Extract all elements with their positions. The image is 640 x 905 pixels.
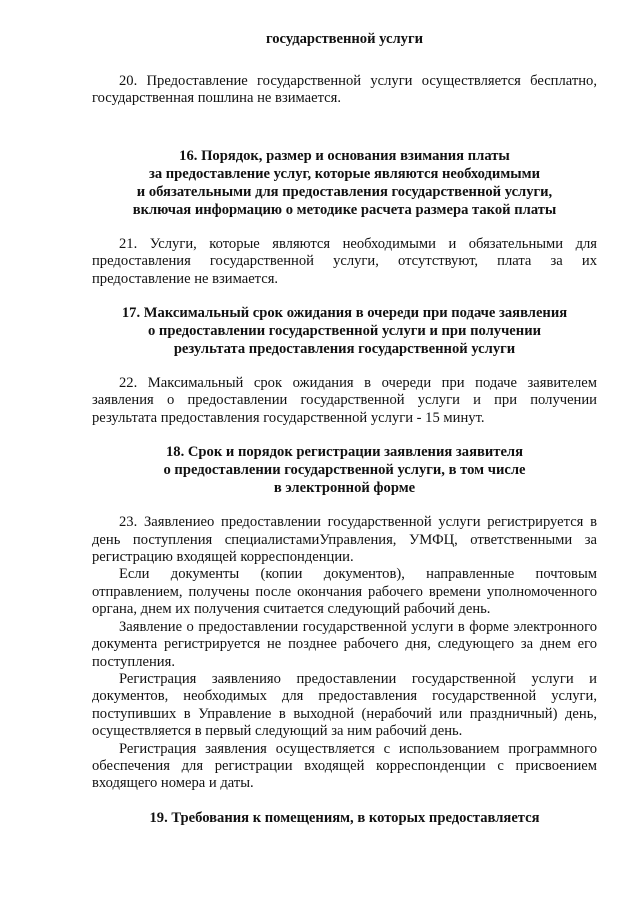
paragraph-23-documents: Если документы (копии документов), направленные почтовым отправлением, получены после окончания рабочего времени уполномоченного органа, днем их получения считается следующий рабочий день. xyxy=(92,566,597,618)
top-heading: государственной услуги xyxy=(265,31,424,47)
section-16-heading xyxy=(92,147,597,219)
paragraph-23-holiday: Регистрация заявленияо предоставлении государственной услуги и документов, необходимых для предоставления государственной услуги, поступивших в Управление в выходной (нерабочий или праздничный) день, осуществляется в первый следующий за ним рабочий день. xyxy=(92,670,597,740)
paragraph-22: 22. Максимальный срок ожидания в очереди при подаче заявителем заявления о предоставлении государственной услуги и при получении результата предоставления государственной услуги - 15 минут. xyxy=(92,375,597,426)
section-18-heading-line: 18. Срок и порядок регистрации заявления заявителя xyxy=(166,444,523,461)
section-17-heading-line: 17. Максимальный срок ожидания в очереди при подаче заявления xyxy=(121,305,568,322)
paragraph-23-electronic: Заявление о предоставлении государственной услуги в форме электронного документа регистрируется не позднее рабочего дня, следующего за днем его поступления. xyxy=(92,618,597,670)
paragraph-20: 20. Предоставление государственной услуги осуществляется бесплатно, государственная пошлина не взимается. xyxy=(92,73,597,107)
paragraph-21: 21. Услуги, которые являются необходимыми и обязательными для предоставления государственной услуги, отсутствуют, плата за их предоставление не взимается. xyxy=(92,235,597,287)
section-18-heading xyxy=(92,443,597,497)
section-16-heading-line: включая информацию о методике расчета размера такой платы xyxy=(132,201,557,218)
paragraph-23: 23. Заявлениео предоставлении государственной услуги регистрируется в день поступления специалистамиУправления, УМФЦ, ответственными за регистрацию входящей корреспонденции. xyxy=(92,514,597,566)
section-17-heading xyxy=(92,304,597,358)
section-18-heading-line: в электронной форме xyxy=(273,480,416,497)
paragraph-23-software: Регистрация заявления осуществляется с использованием программного обеспечения для регистрации входящей корреспонденции с присвоением входящего номера и даты. xyxy=(92,740,597,792)
section-16-heading-line: за предоставление услуг, которые являются необходимыми xyxy=(148,165,541,182)
section-17-heading-line: результата предоставления государственной услуги xyxy=(173,341,516,358)
document-page xyxy=(92,30,597,827)
section-16-heading-line: 16. Порядок, размер и основания взимания платы xyxy=(179,147,510,164)
section-18-heading-line: о предоставлении государственной услуги, в том числе xyxy=(163,462,526,479)
section-19-heading: 19. Требования к помещениям, в которых предоставляется xyxy=(149,809,540,826)
section-17-heading-line: о предоставлении государственной услуги и при получении xyxy=(147,323,542,340)
section-16-heading-line: и обязательными для предоставления государственной услуги, xyxy=(136,183,553,200)
